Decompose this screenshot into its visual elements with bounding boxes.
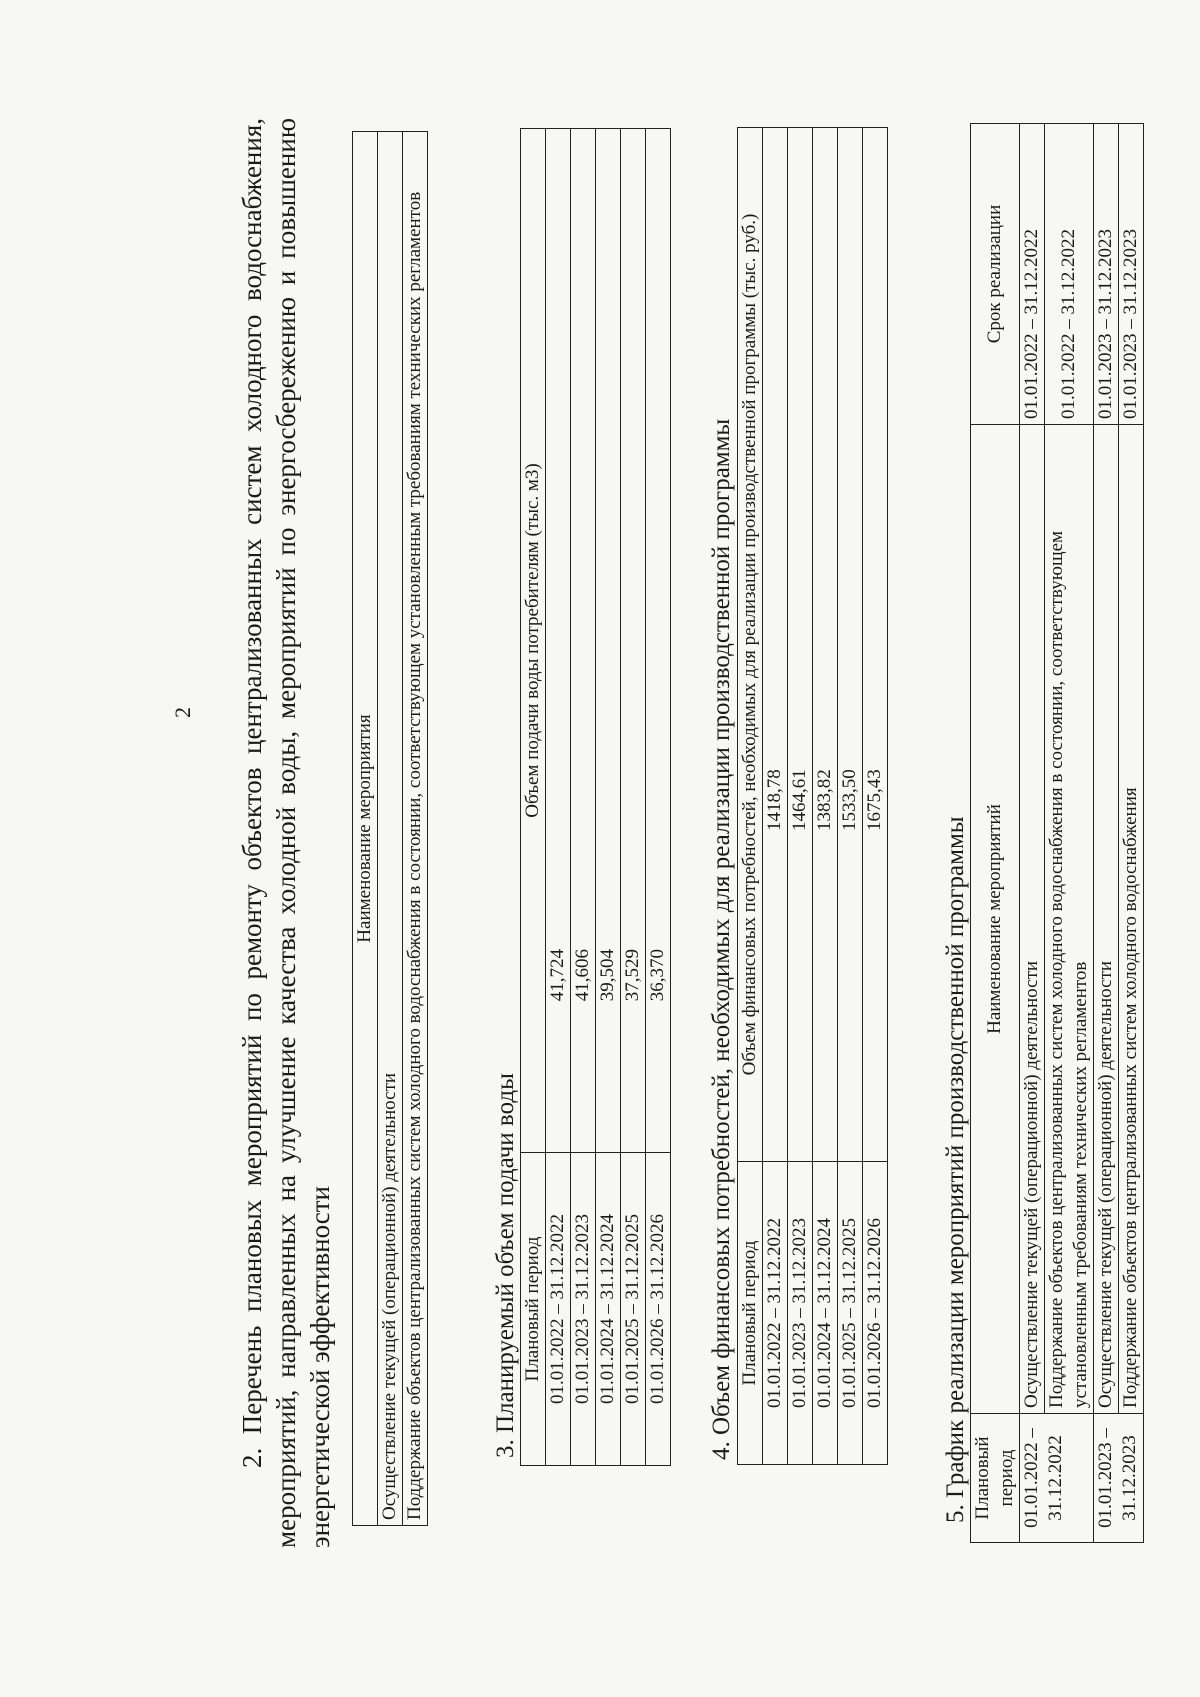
table-cell: 01.01.2022 – 31.12.2022 xyxy=(1045,124,1094,425)
table-cell: 41,724 xyxy=(546,129,571,1153)
table-cell: 37,529 xyxy=(621,129,646,1153)
table-row xyxy=(646,129,671,1466)
page-number: 2 xyxy=(170,707,195,718)
section-2-heading: 2. Перечень плановых мероприятий по ремонту объектов централизованных систем холодного водоснабжения, мероприятий, направленных на улучшение качества холодной воды, мероприятий по энергосбережению и повышению энергетической эффективности xyxy=(237,118,335,1548)
table-row xyxy=(1119,124,1144,1543)
table-cell: Осуществление текущей (операционной) деятельности xyxy=(378,132,403,1526)
table-row xyxy=(1045,124,1094,1543)
table-row xyxy=(571,129,596,1466)
table-cell: 36,370 xyxy=(646,129,671,1153)
table-row xyxy=(788,128,813,1465)
table-cell: Осуществление текущей (операционной) деятельности xyxy=(1020,425,1045,1414)
table-header: Плановый период xyxy=(971,1414,1020,1543)
table-cell: 01.01.2022 – 31.12.2022 xyxy=(1020,1414,1094,1543)
section-5-title: 5. График реализации мероприятий производственной программы xyxy=(942,816,969,1523)
section-4-title: 4. Объем финансовых потребностей, необходимых для реализации производственной программы xyxy=(708,418,735,1460)
table-row xyxy=(596,129,621,1466)
table-cell: 01.01.2023 – 31.12.2023 xyxy=(571,1153,596,1466)
table-cell: 1383,82 xyxy=(813,128,838,1162)
table-cell: 01.01.2025 – 31.12.2025 xyxy=(621,1153,646,1466)
table-cell: 01.01.2023 – 31.12.2023 xyxy=(788,1162,813,1465)
table-cell: 01.01.2024 – 31.12.2024 xyxy=(596,1153,621,1466)
table-cell: Поддержание объектов централизованных систем холодного водоснабжения в состоянии, соответствующем установленным требованиям технических регламентов xyxy=(403,132,428,1526)
table-cell: 01.01.2026 – 31.12.2026 xyxy=(646,1153,671,1466)
section-3-table xyxy=(520,128,671,1466)
table-cell: 01.01.2025 – 31.12.2025 xyxy=(838,1162,863,1465)
table-header: Объем подачи воды потребителям (тыс. м3) xyxy=(521,129,546,1153)
table-cell: Поддержание объектов централизованных систем холодного водоснабжения в состоянии, соответствующем установленным требованиям технических регламентов xyxy=(1045,425,1094,1414)
section-4-table xyxy=(737,127,888,1465)
table-row xyxy=(1094,124,1119,1543)
table-row xyxy=(1020,124,1045,1543)
table-cell: 01.01.2024 – 31.12.2024 xyxy=(813,1162,838,1465)
table-row xyxy=(621,129,646,1466)
table-header: Плановый период xyxy=(738,1162,763,1465)
table-cell: 01.01.2023 – 31.12.2023 xyxy=(1094,124,1119,425)
table-cell: 1675,43 xyxy=(863,128,888,1162)
rotated-document-page xyxy=(100,98,1141,1598)
table-cell: 01.01.2022 – 31.12.2022 xyxy=(546,1153,571,1466)
section-2-table xyxy=(352,131,428,1526)
table-cell: 01.01.2023 – 31.12.2023 xyxy=(1119,124,1144,425)
table-cell: 01.01.2022 – 31.12.2022 xyxy=(763,1162,788,1465)
table-row xyxy=(813,128,838,1465)
table-cell: 39,504 xyxy=(596,129,621,1153)
table-cell: Поддержание объектов централизованных систем холодного водоснабжения xyxy=(1119,425,1144,1414)
table-row xyxy=(838,128,863,1465)
table-cell: Осуществление текущей (операционной) деятельности xyxy=(1094,425,1119,1414)
table-cell: 01.01.2022 – 31.12.2022 xyxy=(1020,124,1045,425)
table-cell: 41,606 xyxy=(571,129,596,1153)
section-3-title: 3. Планируемый объем подачи воды xyxy=(492,1073,519,1458)
table-header: Наименование мероприятия xyxy=(353,132,378,1526)
table-cell: 1464,61 xyxy=(788,128,813,1162)
table-header: Наименование мероприятий xyxy=(971,425,1020,1414)
table-cell: 01.01.2023 – 31.12.2023 xyxy=(1094,1414,1144,1543)
table-header: Плановый период xyxy=(521,1153,546,1466)
table-cell: 01.01.2026 – 31.12.2026 xyxy=(863,1162,888,1465)
table-cell: 1418,78 xyxy=(763,128,788,1162)
table-row xyxy=(763,128,788,1465)
table-row xyxy=(863,128,888,1465)
table-cell: 1533,50 xyxy=(838,128,863,1162)
table-row xyxy=(546,129,571,1466)
table-header: Объем финансовых потребностей, необходимых для реализации производственной программы (тыс. руб.) xyxy=(738,128,763,1162)
section-5-table xyxy=(970,123,1144,1543)
table-header: Срок реализации xyxy=(971,124,1020,425)
